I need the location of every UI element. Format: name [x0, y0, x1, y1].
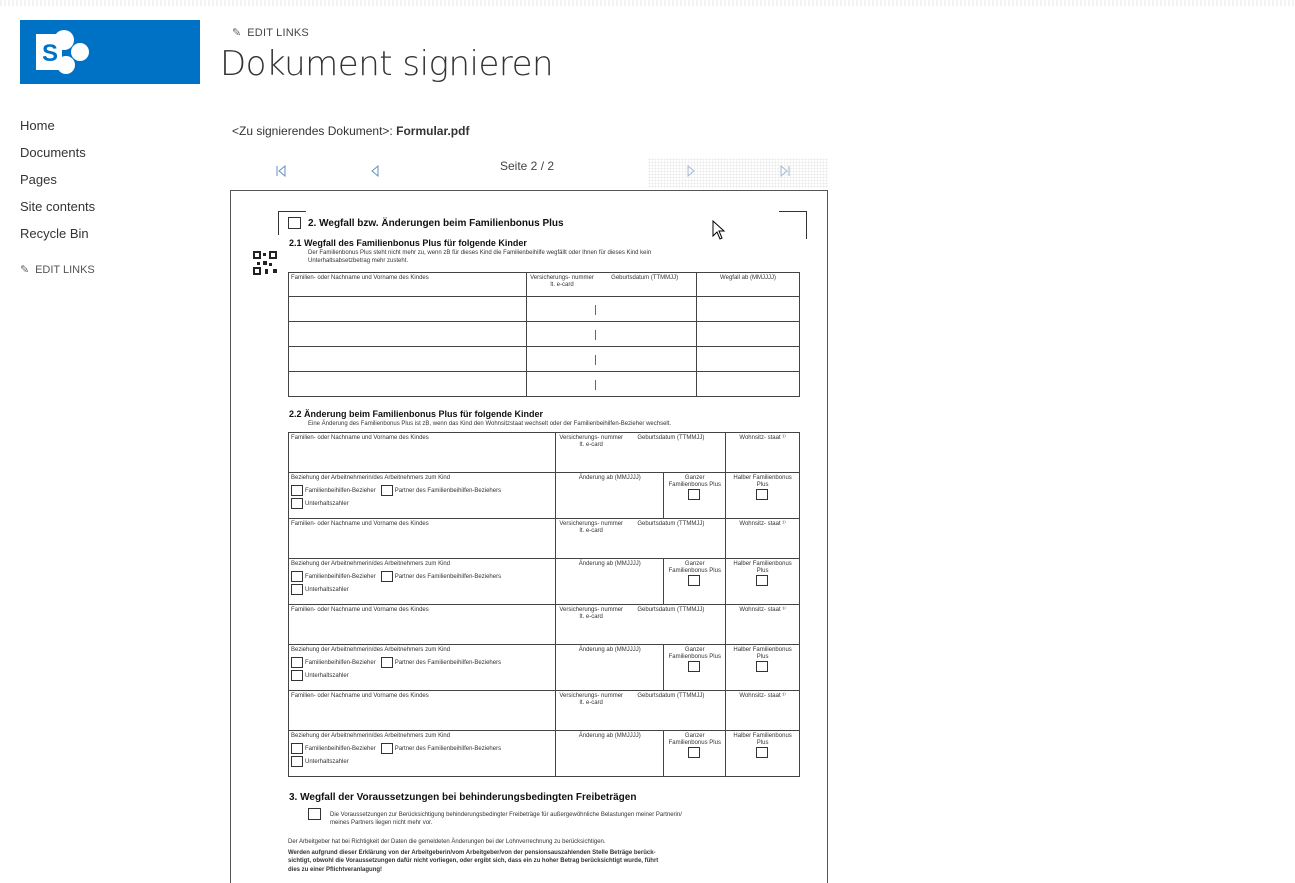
t2-beziehung — [289, 473, 556, 519]
t2-beziehung-label: Beziehung der Arbeitnehmerin/des Arbeitnehmers zum Kind — [291, 647, 451, 653]
table-row[interactable] — [289, 297, 800, 322]
t2-halber — [726, 473, 800, 519]
t2-header-wohnsitz: Wohnsitz- staat ¹⁾ — [726, 433, 800, 473]
pdf-page — [231, 191, 827, 883]
checkbox[interactable] — [291, 498, 303, 509]
edit-links-top[interactable] — [232, 26, 309, 39]
section3-text-1: Die Voraussetzungen zur Berücksichtigung behinderungsbedingter Freibeträge für außergewöhnliche Belastungen meiner Partnerin/ — [330, 812, 682, 818]
t2-ganzer-label: Ganzer Familienbonus Plus — [668, 475, 721, 488]
checkbox[interactable] — [291, 657, 303, 668]
t1-header-geb: Geburtsdatum (TTMMJJ) — [611, 275, 679, 281]
t2-header-wohnsitz: Wohnsitz- staat ¹⁾ — [726, 519, 800, 559]
section21-desc-2: Unterhaltsabsetzbetrag mehr zusteht. — [308, 258, 409, 264]
t2-header-name: Familien- oder Nachname und Vorname des Kindes — [289, 433, 556, 473]
checkbox[interactable] — [756, 489, 768, 500]
checkbox[interactable] — [688, 747, 700, 758]
left-navigation — [20, 118, 200, 276]
nav-item-site-contents[interactable]: Site contents — [20, 199, 96, 214]
t2-beziehung — [289, 731, 556, 777]
t2-partner-label: Partner des Familienbeihilfen-Beziehers — [394, 488, 502, 495]
nav-item-documents[interactable]: Documents — [20, 145, 86, 160]
footer-text-1: Der Arbeitgeber hat bei Richtigkeit der Daten die gemeldeten Änderungen bei der Lohnverrechnung zu berücksichtigen. — [288, 839, 606, 845]
t2-halber — [726, 559, 800, 605]
document-line — [232, 124, 469, 138]
mouse-cursor-icon — [712, 220, 726, 240]
next-page-button[interactable] — [682, 164, 700, 182]
t2-fb-label: Familienbeihilfen-Bezieher — [305, 488, 376, 495]
checkbox[interactable] — [291, 756, 303, 767]
t1-header-vnr-geb — [527, 273, 697, 297]
t2-header-vnr: Versicherungs- nummer lt. e-card — [559, 521, 624, 534]
document-filename: Formular.pdf — [396, 124, 470, 138]
checkbox[interactable] — [688, 575, 700, 586]
nav-item-pages[interactable]: Pages — [20, 172, 57, 187]
t2-partner-label: Partner des Familienbeihilfen-Beziehers — [394, 746, 502, 753]
sharepoint-logo[interactable] — [20, 20, 200, 84]
t2-header-vnr-geb — [556, 605, 726, 645]
section22-desc: Eine Änderung des Familienbonus Plus ist zB, wenn das Kind den Wohnsitzstaat wechselt oder der Familienbeihilfen-Bezieher wechselt. — [308, 421, 672, 427]
t2-fb-label: Familienbeihilfen-Bezieher — [305, 746, 376, 753]
t2-header-wohnsitz: Wohnsitz- staat ¹⁾ — [726, 605, 800, 645]
checkbox[interactable] — [291, 584, 303, 595]
t1-header-wegfall: Wegfall ab (MMJJJJ) — [697, 273, 800, 297]
pdf-pager — [230, 158, 827, 188]
t2-header-vnr-geb — [556, 691, 726, 731]
qr-code-icon — [251, 249, 279, 277]
section21-title: 2.1 Wegfall des Familienbonus Plus für folgende Kinder — [289, 238, 527, 248]
t2-ganzer — [664, 731, 726, 777]
checkbox[interactable] — [381, 743, 393, 754]
svg-text:S: S — [42, 40, 59, 67]
checkbox[interactable] — [756, 575, 768, 586]
t2-header-name: Familien- oder Nachname und Vorname des Kindes — [289, 691, 556, 731]
table-aenderung — [288, 432, 800, 777]
t2-partner-label: Partner des Familienbeihilfen-Beziehers — [394, 574, 502, 581]
t2-halber-label: Halber Familienbonus Plus — [733, 733, 792, 746]
pdf-viewer[interactable] — [230, 190, 828, 883]
t2-fb-label: Familienbeihilfen-Bezieher — [305, 574, 376, 581]
checkbox[interactable] — [381, 485, 393, 496]
page-title: Dokument signieren — [220, 44, 554, 84]
section3-title: 3. Wegfall der Voraussetzungen bei behinderungsbedingten Freibeträgen — [289, 792, 637, 803]
t2-header-name: Familien- oder Nachname und Vorname des Kindes — [289, 605, 556, 645]
t2-header-vnr-geb — [556, 519, 726, 559]
checkbox[interactable] — [381, 571, 393, 582]
t2-unterhalt-label: Unterhaltszahler — [305, 501, 349, 508]
t2-unterhalt-label: Unterhaltszahler — [305, 759, 349, 766]
t2-unterhalt-label: Unterhaltszahler — [305, 673, 349, 680]
t2-ganzer — [664, 473, 726, 519]
table-row[interactable] — [289, 347, 800, 372]
section3-text-2: meines Partners liegen nicht mehr vor. — [330, 820, 433, 826]
checkbox[interactable] — [291, 743, 303, 754]
checkbox[interactable] — [291, 485, 303, 496]
t2-ganzer — [664, 645, 726, 691]
t2-header-geb: Geburtsdatum (TTMMJJ) — [637, 693, 705, 699]
section21-desc-1: Der Familienbonus Plus steht nicht mehr zu, wenn zB für dieses Kind die Familienbeihilfe wegfällt oder Ihnen für dieses Kind kein — [308, 250, 652, 256]
t2-halber-label: Halber Familienbonus Plus — [733, 561, 792, 574]
t2-beziehung-label: Beziehung der Arbeitnehmerin/des Arbeitnehmers zum Kind — [291, 733, 451, 739]
first-page-icon — [275, 165, 287, 177]
checkbox[interactable] — [756, 661, 768, 672]
t2-header-wohnsitz: Wohnsitz- staat ¹⁾ — [726, 691, 800, 731]
t2-halber — [726, 731, 800, 777]
t2-halber-label: Halber Familienbonus Plus — [733, 475, 792, 488]
last-page-icon — [779, 165, 791, 177]
t2-halber-label: Halber Familienbonus Plus — [733, 647, 792, 660]
pager-shade — [648, 158, 828, 188]
t2-header-geb: Geburtsdatum (TTMMJJ) — [637, 607, 705, 613]
section3-checkbox[interactable] — [308, 808, 321, 820]
top-suite-bar — [0, 0, 1295, 6]
t2-beziehung-label: Beziehung der Arbeitnehmerin/des Arbeitnehmers zum Kind — [291, 561, 451, 567]
t2-beziehung — [289, 645, 556, 691]
previous-page-icon — [369, 165, 381, 177]
pencil-icon: ✎ — [20, 264, 30, 276]
section2-title: 2. Wegfall bzw. Änderungen beim Familienbonus Plus — [308, 218, 564, 229]
t2-header-vnr-geb — [556, 433, 726, 473]
t1-header-name: Familien- oder Nachname und Vorname des Kindes — [289, 273, 527, 297]
t2-fb-label: Familienbeihilfen-Bezieher — [305, 660, 376, 667]
nav-item-home[interactable]: Home — [20, 118, 55, 133]
t2-header-name: Familien- oder Nachname und Vorname des Kindes — [289, 519, 556, 559]
checkbox[interactable] — [688, 489, 700, 500]
t2-ganzer-label: Ganzer Familienbonus Plus — [668, 561, 721, 574]
nav-item-recycle-bin[interactable]: Recycle Bin — [20, 226, 89, 241]
t2-aenderung: Änderung ab (MMJJJJ) — [556, 645, 664, 691]
t2-ganzer — [664, 559, 726, 605]
table-wegfall — [288, 272, 800, 397]
t2-unterhalt-label: Unterhaltszahler — [305, 587, 349, 594]
table-row[interactable] — [289, 372, 800, 397]
checkbox[interactable] — [688, 661, 700, 672]
footer-text-2: Werden aufgrund dieser Erklärung von der Arbeitgeberin/vom Arbeitgeber/von der pensionsauszahlenden Stelle Beträge berück- — [288, 850, 656, 856]
nav-edit-links[interactable] — [20, 263, 200, 276]
t2-header-vnr: Versicherungs- nummer lt. e-card — [559, 607, 624, 620]
t2-beziehung — [289, 559, 556, 605]
table-row[interactable] — [289, 322, 800, 347]
page-info: Seite 2 / 2 — [500, 159, 555, 173]
t2-aenderung: Änderung ab (MMJJJJ) — [556, 731, 664, 777]
corner-mark-right — [779, 211, 807, 239]
t2-ganzer-label: Ganzer Familienbonus Plus — [668, 647, 721, 660]
t2-aenderung: Änderung ab (MMJJJJ) — [556, 473, 664, 519]
pencil-icon: ✎ — [232, 27, 242, 39]
checkbox[interactable] — [291, 571, 303, 582]
t2-header-vnr: Versicherungs- nummer lt. e-card — [559, 435, 624, 448]
section22-title: 2.2 Änderung beim Familienbonus Plus für folgende Kinder — [289, 409, 544, 419]
t2-header-vnr: Versicherungs- nummer lt. e-card — [559, 693, 624, 706]
footer-text-4: dies zu einer Pflichtveranlagung! — [288, 867, 383, 873]
footer-text-3: sichtigt, obwohl die Voraussetzungen dafür nicht vorliegen, oder ergibt sich, dass ein zu hoher Betrag berücksichtigt wurde, führt — [288, 858, 659, 864]
t2-partner-label: Partner des Familienbeihilfen-Beziehers — [394, 660, 502, 667]
t2-header-geb: Geburtsdatum (TTMMJJ) — [637, 521, 705, 527]
last-page-button[interactable] — [776, 164, 794, 182]
t2-ganzer-label: Ganzer Familienbonus Plus — [668, 733, 721, 746]
nav-edit-links-label: EDIT LINKS — [35, 264, 95, 276]
next-page-icon — [685, 165, 697, 177]
document-label: <Zu signierendes Dokument>: — [232, 124, 393, 138]
t1-header-vnr: Versicherungs- nummer lt. e-card — [530, 275, 594, 288]
t2-header-geb: Geburtsdatum (TTMMJJ) — [637, 435, 705, 441]
t2-halber — [726, 645, 800, 691]
t2-beziehung-label: Beziehung der Arbeitnehmerin/des Arbeitnehmers zum Kind — [291, 475, 451, 481]
edit-links-label: EDIT LINKS — [247, 27, 309, 39]
checkbox[interactable] — [756, 747, 768, 758]
t2-aenderung: Änderung ab (MMJJJJ) — [556, 559, 664, 605]
first-page-button[interactable] — [272, 164, 290, 182]
checkbox[interactable] — [291, 670, 303, 681]
previous-page-button[interactable] — [366, 164, 384, 182]
section2-checkbox[interactable] — [288, 217, 301, 229]
sharepoint-icon — [34, 28, 98, 76]
checkbox[interactable] — [381, 657, 393, 668]
